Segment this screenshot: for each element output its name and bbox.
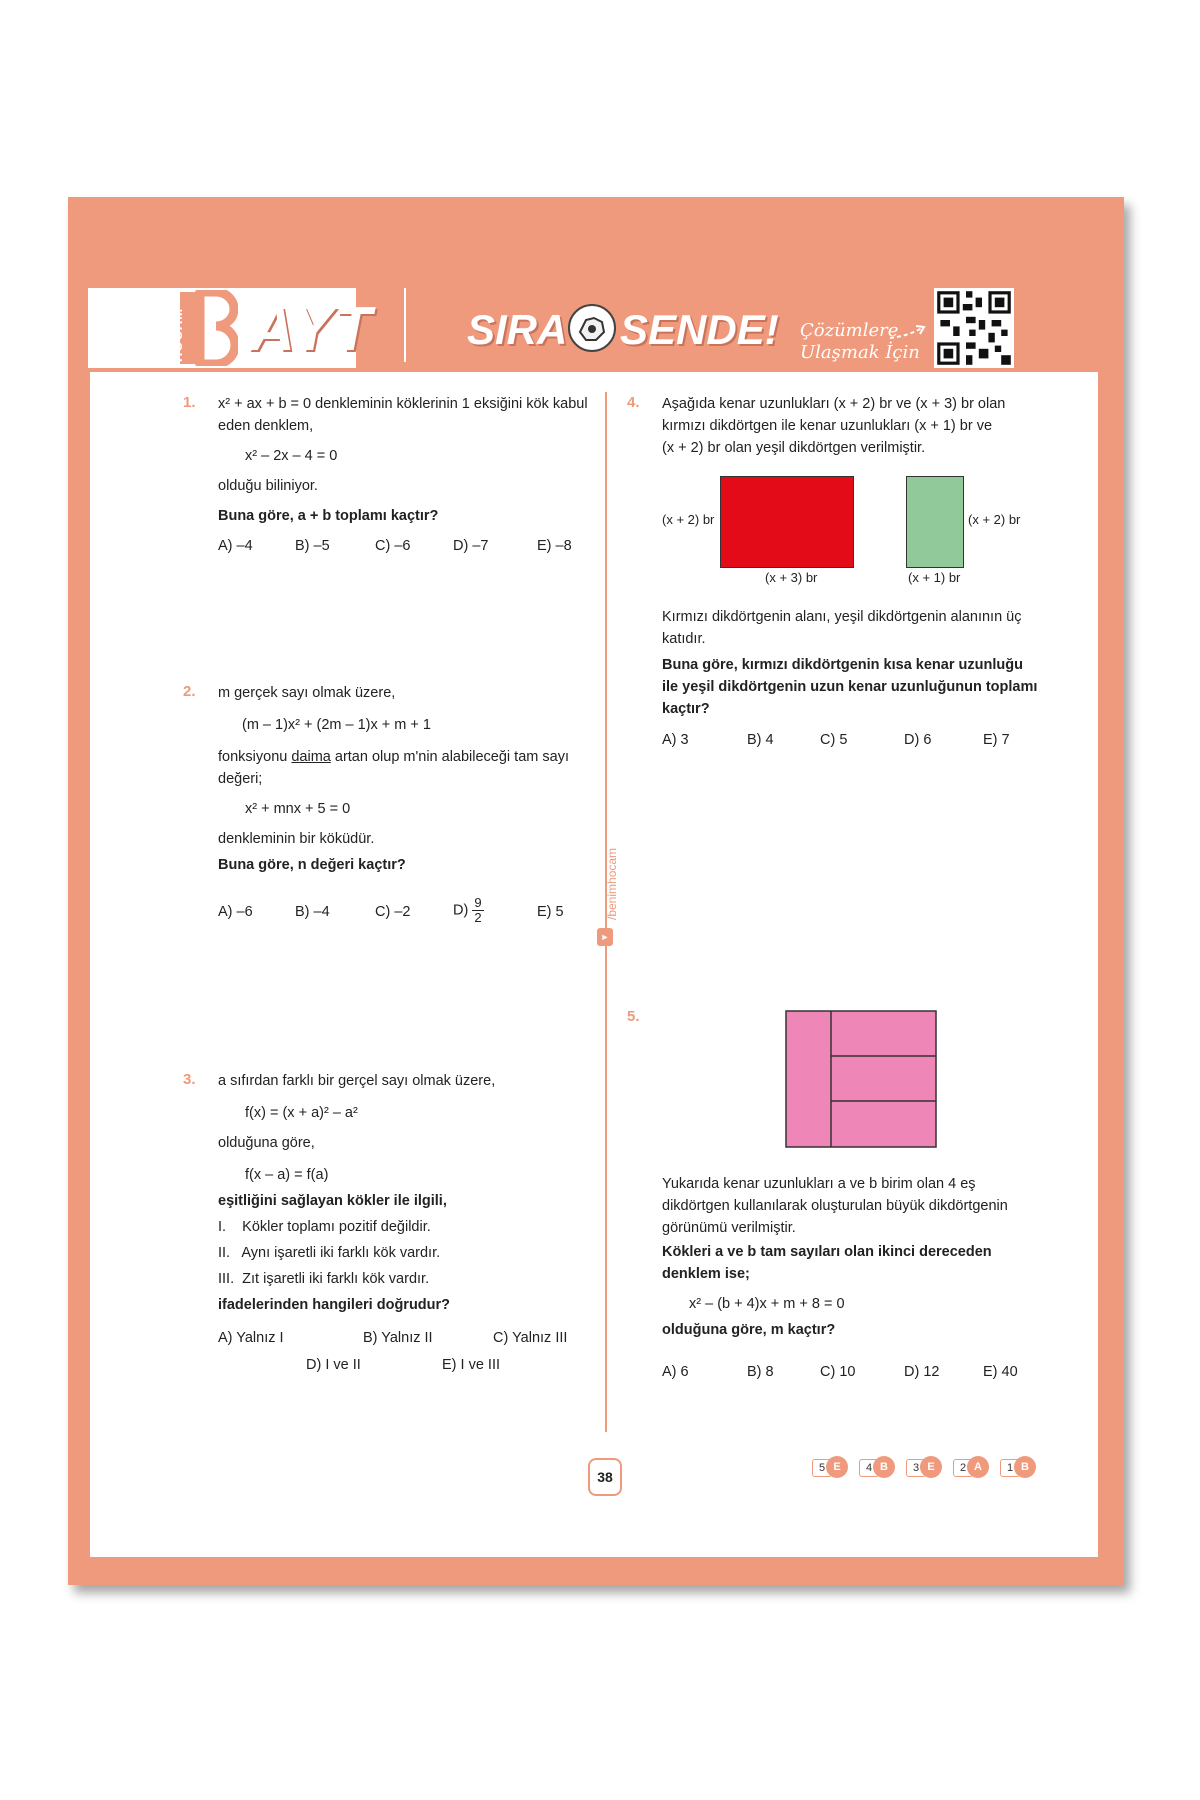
q2-text2-underlined: daima bbox=[291, 749, 331, 765]
question-5 bbox=[662, 1173, 1008, 1341]
q5-text1: Yukarıda kenar uzunlukları a ve b birim olan 4 eş bbox=[662, 1176, 976, 1192]
q4-option-a[interactable]: A) 3 bbox=[662, 732, 689, 748]
q5-text3: görünümü verilmiştir. bbox=[662, 1220, 796, 1236]
q1-text2: eden denklem, bbox=[218, 418, 314, 434]
fraction-numerator: 9 bbox=[474, 895, 482, 910]
q5-text2: dikdörtgen kullanılarak oluşturulan büyük dikdörtgenin bbox=[662, 1198, 1008, 1214]
q2-option-a[interactable]: A) –6 bbox=[218, 904, 253, 920]
q4-option-d[interactable]: D) 6 bbox=[904, 732, 932, 748]
qr-code-icon[interactable] bbox=[934, 288, 1014, 368]
q5-bold1: Kökleri a ve b tam sayıları olan ikinci dereceden bbox=[662, 1244, 992, 1260]
q3-equation2: f(x – a) = f(a) bbox=[245, 1167, 329, 1183]
q4-option-e[interactable]: E) 7 bbox=[983, 732, 1010, 748]
question-number: 1. bbox=[183, 394, 196, 411]
q3-option-b[interactable]: B) Yalnız II bbox=[363, 1330, 433, 1346]
q3-bold1: eşitliğini sağlayan kökler ile ilgili, bbox=[218, 1193, 447, 1209]
q2-text1: m gerçek sayı olmak üzere, bbox=[218, 685, 396, 701]
q3-text1: a sıfırdan farklı bir gerçel sayı olmak üzere, bbox=[218, 1073, 496, 1089]
q4-text2: kırmızı dikdörtgen ile kenar uzunlukları (x + 1) br ve bbox=[662, 418, 993, 434]
q2-equation1: (m – 1)x² + (2m – 1)x + m + 1 bbox=[242, 717, 431, 733]
q1-option-d[interactable]: D) –7 bbox=[453, 538, 489, 554]
answer-key-number: 5 bbox=[812, 1459, 832, 1477]
q2-option-c[interactable]: C) –2 bbox=[375, 904, 411, 920]
fraction bbox=[472, 896, 483, 925]
answer-key-letter: E bbox=[920, 1456, 942, 1478]
q2-option-d-label: D) bbox=[453, 902, 469, 919]
answer-key-letter: A bbox=[967, 1456, 989, 1478]
green-side-label: (x + 2) br bbox=[968, 512, 1021, 527]
q5-ask: olduğuna göre, m kaçtır? bbox=[662, 1322, 836, 1338]
q2-text2a: fonksiyonu bbox=[218, 749, 292, 765]
fraction-denominator: 2 bbox=[474, 910, 482, 925]
q2-text3: değeri; bbox=[218, 771, 263, 787]
question-1 bbox=[218, 393, 588, 527]
logo-side-text: HOCAM bbox=[170, 307, 185, 362]
q1-equation: x² – 2x – 4 = 0 bbox=[245, 448, 338, 464]
green-rectangle bbox=[906, 476, 964, 568]
q2-option-d[interactable] bbox=[453, 896, 484, 925]
q1-option-a[interactable]: A) –4 bbox=[218, 538, 253, 554]
question-number: 2. bbox=[183, 683, 196, 700]
q2-option-b[interactable]: B) –4 bbox=[295, 904, 330, 920]
q4-text3: (x + 2) br olan yeşil dikdörtgen verilmiştir. bbox=[662, 440, 926, 456]
q4-text5: katıdır. bbox=[662, 631, 706, 647]
q5-bold2: denklem ise; bbox=[662, 1266, 750, 1282]
q5-option-b[interactable]: B) 8 bbox=[747, 1364, 774, 1380]
question-4 bbox=[662, 393, 1005, 459]
q5-option-c[interactable]: C) 10 bbox=[820, 1364, 856, 1380]
red-side-label: (x + 2) br bbox=[662, 512, 715, 527]
red-rectangle bbox=[720, 476, 854, 568]
answer-key-number: 1 bbox=[1000, 1459, 1020, 1477]
q2-text2 bbox=[218, 746, 569, 768]
q3-option-c[interactable]: C) Yalnız III bbox=[493, 1330, 568, 1346]
q2-ask: Buna göre, n değeri kaçtır? bbox=[218, 857, 406, 873]
q4-option-c[interactable]: C) 5 bbox=[820, 732, 848, 748]
pink-rectangles-figure bbox=[785, 1010, 937, 1148]
solutions-line2: Ulaşmak İçin bbox=[800, 342, 920, 363]
banner-left-text: SIRA bbox=[467, 306, 568, 353]
q3-item-3: III. Zıt işaretli iki farklı kök vardır. bbox=[218, 1271, 430, 1287]
q4-option-b[interactable]: B) 4 bbox=[747, 732, 774, 748]
q4-ask2: ile yeşil dikdörtgenin uzun kenar uzunluğunun toplamı bbox=[662, 679, 1038, 695]
q2-text2b: artan olup m'nin alabileceği tam sayı bbox=[330, 749, 569, 765]
q4-ask1: Buna göre, kırmızı dikdörtgenin kısa kenar uzunluğu bbox=[662, 657, 1023, 673]
q4-ask3: kaçtır? bbox=[662, 701, 710, 717]
q1-option-c[interactable]: C) –6 bbox=[375, 538, 411, 554]
q3-option-a[interactable]: A) Yalnız I bbox=[218, 1330, 284, 1346]
q1-option-e[interactable]: E) –8 bbox=[537, 538, 572, 554]
answer-key-number: 4 bbox=[859, 1459, 879, 1477]
q3-option-d[interactable]: D) I ve II bbox=[306, 1357, 361, 1373]
question-4-body bbox=[662, 606, 1037, 720]
answer-key-letter: B bbox=[1014, 1456, 1036, 1478]
q1-text1: x² + ax + b = 0 denkleminin köklerinin 1 eksiğini kök kabul bbox=[218, 396, 588, 412]
page-number: 38 bbox=[588, 1458, 622, 1496]
hocam-logo bbox=[178, 290, 238, 366]
q3-text2: olduğuna göre, bbox=[218, 1135, 315, 1151]
q2-text4: denkleminin bir köküdür. bbox=[218, 831, 375, 847]
q1-option-b[interactable]: B) –5 bbox=[295, 538, 330, 554]
q1-text3: olduğu biliniyor. bbox=[218, 478, 318, 494]
pointing-hand-icon bbox=[566, 302, 618, 354]
answer-key-letter: B bbox=[873, 1456, 895, 1478]
question-number: 4. bbox=[627, 394, 640, 411]
q5-option-a[interactable]: A) 6 bbox=[662, 1364, 689, 1380]
header-separator bbox=[404, 288, 406, 362]
q4-text1: Aşağıda kenar uzunlukları (x + 2) br ve (x + 3) br olan bbox=[662, 396, 1006, 412]
question-number: 3. bbox=[183, 1071, 196, 1088]
q3-item-1: I. Kökler toplamı pozitif değildir. bbox=[218, 1219, 431, 1235]
solutions-line1: Çözümlere bbox=[800, 320, 899, 341]
q3-ask: ifadelerinden hangileri doğrudur? bbox=[218, 1297, 451, 1313]
exam-title: AYT bbox=[250, 295, 373, 364]
q3-equation1: f(x) = (x + a)² – a² bbox=[245, 1105, 358, 1121]
question-2 bbox=[218, 682, 569, 876]
banner-right-text: SENDE! bbox=[620, 306, 779, 353]
q2-option-e[interactable]: E) 5 bbox=[537, 904, 564, 920]
q2-equation2: x² + mnx + 5 = 0 bbox=[245, 801, 351, 817]
q3-option-e[interactable]: E) I ve III bbox=[442, 1357, 501, 1373]
q5-option-e: E) 40 bbox=[983, 1364, 1018, 1380]
q5-option-d[interactable]: D) 12 bbox=[904, 1364, 940, 1380]
q3-item-2: II. Aynı işaretli iki farklı kök vardır. bbox=[218, 1245, 441, 1261]
green-bottom-label: (x + 1) br bbox=[908, 570, 961, 585]
question-3 bbox=[218, 1070, 495, 1316]
q1-ask: Buna göre, a + b toplamı kaçtır? bbox=[218, 508, 439, 524]
question-number: 5. bbox=[627, 1008, 640, 1025]
answer-key-number: 2 bbox=[953, 1459, 973, 1477]
q5-equation: x² – (b + 4)x + m + 8 = 0 bbox=[689, 1296, 845, 1312]
q4-text4: Kırmızı dikdörtgenin alanı, yeşil dikdörtgenin alanının üç bbox=[662, 609, 1022, 625]
arrow-icon bbox=[888, 322, 928, 342]
red-bottom-label: (x + 3) br bbox=[765, 570, 818, 585]
answer-key-number: 3 bbox=[906, 1459, 926, 1477]
answer-key-letter: E bbox=[826, 1456, 848, 1478]
side-label: /benimhocam bbox=[605, 847, 619, 920]
play-icon: ► bbox=[597, 928, 613, 946]
